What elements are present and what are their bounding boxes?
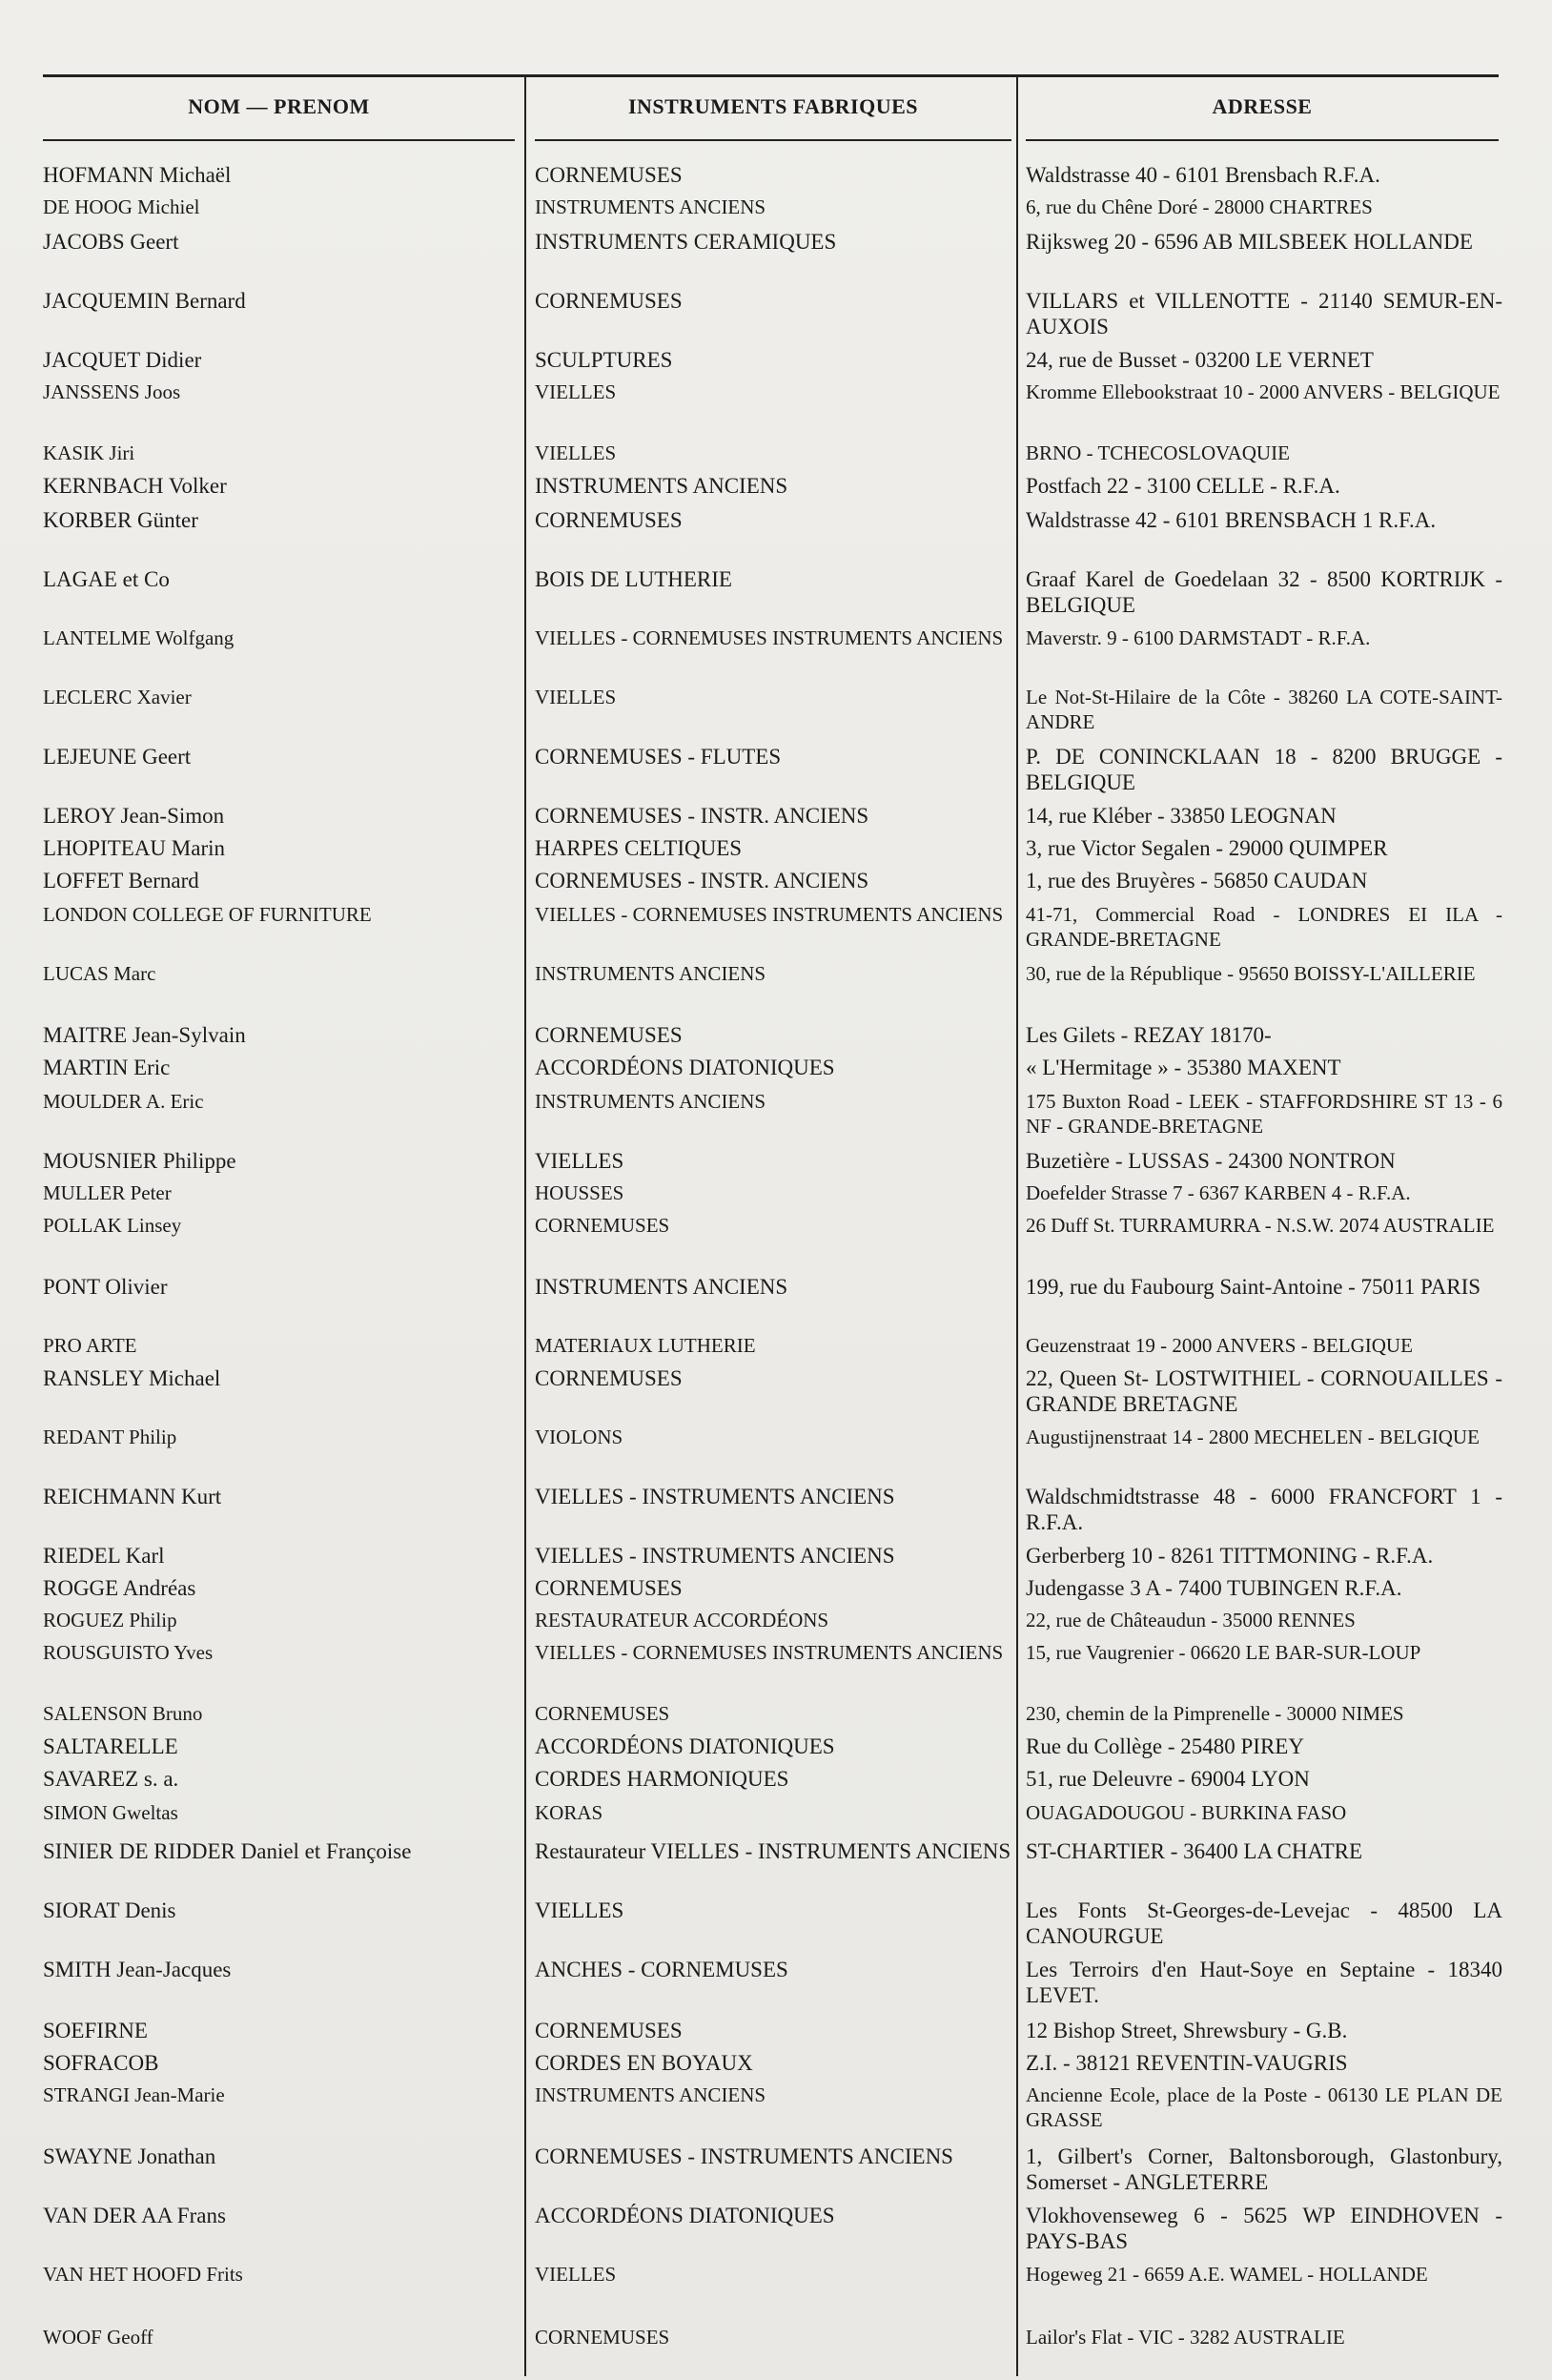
row-name: KASIK Jiri — [43, 441, 135, 464]
row-address: Les Fonts St-Georges-de-Levejac - 48500 LA CANOURGUE — [1026, 1898, 1502, 1948]
row-instruments: VIELLES — [535, 686, 617, 708]
row-address: 6, rue du Chêne Doré - 28000 CHARTRES — [1026, 195, 1373, 218]
row-instruments: CORDES HARMONIQUES — [535, 1767, 789, 1791]
row-instruments: CORNEMUSES — [535, 1702, 670, 1725]
row-instruments: ACCORDÉONS DIATONIQUES — [535, 1734, 835, 1758]
row-instruments: VIELLES — [535, 380, 617, 403]
row-address: Postfach 22 - 3100 CELLE - R.F.A. — [1026, 474, 1340, 498]
row-address: Graaf Karel de Goedelaan 32 - 8500 KORTRIJK - BELGIQUE — [1026, 567, 1502, 617]
header-adresse: ADRESSE — [1212, 94, 1313, 118]
row-address: Maverstr. 9 - 6100 DARMSTADT - R.F.A. — [1026, 626, 1371, 649]
row-address: Kromme Ellebookstraat 10 - 2000 ANVERS - BELGIQUE — [1026, 380, 1501, 403]
row-instruments: CORNEMUSES — [535, 289, 683, 313]
row-address: 230, chemin de la Pimprenelle - 30000 NIMES — [1026, 1702, 1404, 1725]
row-address: 175 Buxton Road - LEEK - STAFFORDSHIRE ST 13 - 6 NF - GRANDE-BRETAGNE — [1026, 1090, 1502, 1138]
row-address: Rue du Collège - 25480 PIREY — [1026, 1734, 1304, 1758]
row-name: RIEDEL Karl — [43, 1544, 165, 1568]
row-instruments: CORNEMUSES — [535, 163, 683, 187]
row-instruments: INSTRUMENTS ANCIENS — [535, 195, 766, 218]
row-instruments: VIELLES - CORNEMUSES INSTRUMENTS ANCIENS — [535, 903, 1004, 926]
top-rule — [43, 74, 1499, 77]
row-name: JACOBS Geert — [43, 230, 179, 254]
row-address: Doefelder Strasse 7 - 6367 KARBEN 4 - R.F.A. — [1026, 1181, 1411, 1204]
row-address: OUAGADOUGOU - BURKINA FASO — [1026, 1801, 1347, 1824]
row-address: VILLARS et VILLENOTTE - 21140 SEMUR-EN-AUXOIS — [1026, 289, 1502, 339]
row-address: Judengasse 3 A - 7400 TUBINGEN R.F.A. — [1026, 1576, 1402, 1600]
row-name: LANTELME Wolfgang — [43, 626, 235, 649]
row-name: HOFMANN Michaël — [43, 163, 232, 187]
row-address: 24, rue de Busset - 03200 LE VERNET — [1026, 348, 1374, 372]
row-name: SIORAT Denis — [43, 1898, 176, 1922]
row-name: VAN DER AA Frans — [43, 2204, 226, 2227]
header-instruments: INSTRUMENTS FABRIQUES — [627, 94, 919, 118]
row-name: LHOPITEAU Marin — [43, 836, 225, 860]
row-name: PONT Olivier — [43, 1275, 168, 1299]
row-address: 15, rue Vaugrenier - 06620 LE BAR-SUR-LOUP — [1026, 1641, 1421, 1664]
row-instruments: CORNEMUSES - INSTR. ANCIENS — [535, 804, 869, 828]
row-address: 22, Queen St- LOSTWITHIEL - CORNOUAILLES - GRANDE BRETAGNE — [1026, 1366, 1502, 1416]
row-name: ROGUEZ Philip — [43, 1609, 177, 1631]
row-address: BRNO - TCHECOSLOVAQUIE — [1026, 441, 1290, 464]
row-address: Buzetière - LUSSAS - 24300 NONTRON — [1026, 1149, 1396, 1173]
row-name: MARTIN Eric — [43, 1056, 171, 1079]
row-address: 51, rue Deleuvre - 69004 LYON — [1026, 1767, 1310, 1791]
row-instruments: CORNEMUSES - FLUTES — [535, 745, 782, 769]
row-name: SINIER DE RIDDER Daniel et Françoise — [43, 1839, 412, 1863]
row-instruments: INSTRUMENTS ANCIENS — [535, 474, 788, 498]
row-instruments: HARPES CELTIQUES — [535, 836, 743, 860]
row-name: SAVAREZ s. a. — [43, 1767, 179, 1791]
row-instruments: VIELLES — [535, 1149, 624, 1173]
row-address: 14, rue Kléber - 33850 LEOGNAN — [1026, 804, 1337, 828]
row-instruments: VIELLES - CORNEMUSES INSTRUMENTS ANCIENS — [535, 1641, 1004, 1664]
row-address: 26 Duff St. TURRAMURRA - N.S.W. 2074 AUSTRALIE — [1026, 1214, 1495, 1237]
row-instruments: ACCORDÉONS DIATONIQUES — [535, 2204, 835, 2227]
row-address: P. DE CONINCKLAAN 18 - 8200 BRUGGE - BELGIQUE — [1026, 745, 1502, 794]
row-instruments: CORNEMUSES — [535, 1366, 683, 1390]
row-address: 199, rue du Faubourg Saint-Antoine - 75011 PARIS — [1026, 1275, 1481, 1299]
row-name: MOUSNIER Philippe — [43, 1149, 236, 1173]
row-instruments: SCULPTURES — [535, 348, 673, 372]
row-name: MOULDER A. Eric — [43, 1090, 204, 1113]
row-instruments: VIELLES - INSTRUMENTS ANCIENS — [535, 1544, 895, 1568]
row-instruments: CORNEMUSES — [535, 1576, 683, 1600]
row-address: Vlokhovenseweg 6 - 5625 WP EINDHOVEN - PAYS-BAS — [1026, 2204, 1502, 2253]
row-instruments: INSTRUMENTS ANCIENS — [535, 962, 766, 985]
row-address: Les Gilets - REZAY 18170- — [1026, 1023, 1272, 1047]
row-instruments: BOIS DE LUTHERIE — [535, 567, 732, 591]
row-instruments: VIOLONS — [535, 1426, 623, 1448]
row-name: LONDON COLLEGE OF FURNITURE — [43, 903, 372, 926]
row-name: SOFRACOB — [43, 2051, 159, 2075]
row-name: JANSSENS Joos — [43, 380, 181, 403]
row-address: Lailor's Flat - VIC - 3282 AUSTRALIE — [1026, 2326, 1345, 2349]
row-address: Hogeweg 21 - 6659 A.E. WAMEL - HOLLANDE — [1026, 2263, 1428, 2286]
row-address: 12 Bishop Street, Shrewsbury - G.B. — [1026, 2019, 1348, 2042]
row-instruments: VIELLES — [535, 2263, 617, 2286]
row-name: ROUSGUISTO Yves — [43, 1641, 214, 1664]
row-address: ST-CHARTIER - 36400 LA CHATRE — [1026, 1839, 1363, 1863]
row-address: Waldschmidtstrasse 48 - 6000 FRANCFORT 1 - R.F.A. — [1026, 1485, 1502, 1534]
row-name: SALENSON Bruno — [43, 1702, 203, 1725]
row-name: LOFFET Bernard — [43, 869, 199, 892]
header-nom: NOM — PRENOM — [188, 94, 370, 118]
row-name: VAN HET HOOFD Frits — [43, 2263, 243, 2286]
row-address: 1, rue des Bruyères - 56850 CAUDAN — [1026, 869, 1368, 892]
row-instruments: CORNEMUSES — [535, 1023, 683, 1047]
row-instruments: VIELLES - CORNEMUSES INSTRUMENTS ANCIENS — [535, 626, 1004, 649]
row-name: RANSLEY Michael — [43, 1366, 221, 1390]
row-address: Waldstrasse 40 - 6101 Brensbach R.F.A. — [1026, 163, 1380, 187]
row-instruments: CORNEMUSES — [535, 1214, 670, 1237]
row-address: Waldstrasse 42 - 6101 BRENSBACH 1 R.F.A. — [1026, 508, 1437, 532]
row-instruments: CORNEMUSES - INSTRUMENTS ANCIENS — [535, 2144, 953, 2168]
row-name: POLLAK Linsey — [43, 1214, 182, 1237]
row-instruments: VIELLES - INSTRUMENTS ANCIENS — [535, 1485, 895, 1508]
row-address: Augustijnenstraat 14 - 2800 MECHELEN - BELGIQUE — [1026, 1426, 1480, 1448]
row-name: KERNBACH Volker — [43, 474, 227, 498]
row-name: ROGGE Andréas — [43, 1576, 196, 1600]
row-instruments: CORNEMUSES - INSTR. ANCIENS — [535, 869, 869, 892]
row-instruments: Restaurateur VIELLES - INSTRUMENTS ANCIENS — [535, 1839, 1011, 1863]
row-instruments: INSTRUMENTS ANCIENS — [535, 1090, 766, 1113]
column-divider-2 — [1016, 76, 1018, 2376]
header-rule-adresse — [1026, 139, 1499, 141]
row-name: LAGAE et Co — [43, 567, 170, 591]
row-address: Geuzenstraat 19 - 2000 ANVERS - BELGIQUE — [1026, 1334, 1413, 1357]
row-address: Ancienne Ecole, place de la Poste - 06130 LE PLAN DE GRASSE — [1026, 2083, 1502, 2131]
row-name: JACQUEMIN Bernard — [43, 289, 246, 313]
row-instruments: HOUSSES — [535, 1181, 624, 1204]
row-address: Rijksweg 20 - 6596 AB MILSBEEK HOLLANDE — [1026, 230, 1473, 254]
row-address: Le Not-St-Hilaire de la Côte - 38260 LA COTE-SAINT-ANDRE — [1026, 686, 1502, 733]
row-name: SOEFIRNE — [43, 2019, 148, 2042]
row-instruments: INSTRUMENTS CERAMIQUES — [535, 230, 837, 254]
row-instruments: KORAS — [535, 1801, 603, 1824]
row-address: 3, rue Victor Segalen - 29000 QUIMPER — [1026, 836, 1388, 860]
row-instruments: CORNEMUSES — [535, 2326, 670, 2349]
row-address: Gerberberg 10 - 8261 TITTMONING - R.F.A. — [1026, 1544, 1434, 1568]
row-instruments: VIELLES — [535, 441, 617, 464]
row-instruments: RESTAURATEUR ACCORDÉONS — [535, 1609, 829, 1631]
row-instruments: INSTRUMENTS ANCIENS — [535, 2083, 766, 2106]
row-instruments: INSTRUMENTS ANCIENS — [535, 1275, 788, 1299]
row-name: MAITRE Jean-Sylvain — [43, 1023, 246, 1047]
row-name: SIMON Gweltas — [43, 1801, 178, 1824]
row-name: SWAYNE Jonathan — [43, 2144, 216, 2168]
row-name: STRANGI Jean-Marie — [43, 2083, 225, 2106]
row-address: Les Terroirs d'en Haut-Soye en Septaine - 18340 LEVET. — [1026, 1958, 1502, 2007]
row-address: 22, rue de Châteaudun - 35000 RENNES — [1026, 1609, 1356, 1631]
row-name: REDANT Philip — [43, 1426, 177, 1448]
row-name: JACQUET Didier — [43, 348, 202, 372]
row-name: LUCAS Marc — [43, 962, 156, 985]
row-instruments: MATERIAUX LUTHERIE — [535, 1334, 756, 1357]
row-address: « L'Hermitage » - 35380 MAXENT — [1026, 1056, 1341, 1079]
row-instruments: CORNEMUSES — [535, 508, 683, 532]
row-address: 41-71, Commercial Road - LONDRES EI ILA - GRANDE-BRETAGNE — [1026, 903, 1502, 951]
row-name: SMITH Jean-Jacques — [43, 1958, 232, 1981]
row-name: REICHMANN Kurt — [43, 1485, 222, 1508]
row-name: MULLER Peter — [43, 1181, 172, 1204]
row-name: WOOF Geoff — [43, 2326, 153, 2349]
row-name: LECLERC Xavier — [43, 686, 192, 708]
row-instruments: CORDES EN BOYAUX — [535, 2051, 753, 2075]
header-rule-nom — [43, 139, 515, 141]
row-name: LEJEUNE Geert — [43, 745, 192, 769]
row-instruments: ANCHES - CORNEMUSES — [535, 1958, 788, 1981]
row-address: 30, rue de la République - 95650 BOISSY-L'AILLERIE — [1026, 962, 1476, 985]
row-address: Z.I. - 38121 REVENTIN-VAUGRIS — [1026, 2051, 1348, 2075]
row-address: 1, Gilbert's Corner, Baltonsborough, Glastonbury, Somerset - ANGLETERRE — [1026, 2144, 1502, 2194]
row-instruments: CORNEMUSES — [535, 2019, 683, 2042]
row-name: LEROY Jean-Simon — [43, 804, 225, 828]
column-divider-1 — [524, 76, 526, 2376]
row-name: SALTARELLE — [43, 1734, 178, 1758]
row-instruments: VIELLES — [535, 1898, 624, 1922]
row-name: PRO ARTE — [43, 1334, 137, 1357]
header-rule-instruments — [535, 139, 1011, 141]
row-name: KORBER Günter — [43, 508, 198, 532]
row-instruments: ACCORDÉONS DIATONIQUES — [535, 1056, 835, 1079]
row-name: DE HOOG Michiel — [43, 195, 200, 218]
